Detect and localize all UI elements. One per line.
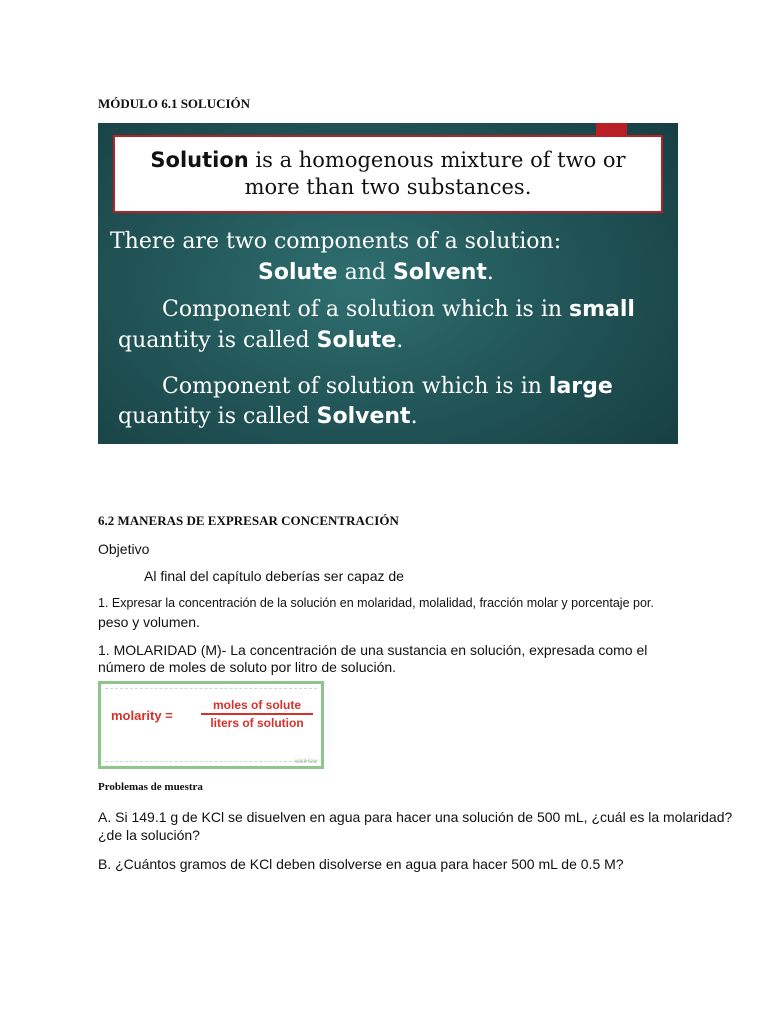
slide-line-small: Component of a solution which is in small	[162, 297, 635, 322]
formula-numerator: moles of solute	[212, 698, 301, 712]
problem-a-line-2: ¿de la solución?	[98, 827, 200, 843]
slide-accent-mark	[596, 123, 627, 135]
section-title-concentracion: 6.2 MANERAS DE EXPRESAR CONCENTRACIÓN	[98, 513, 399, 528]
objetivo-label: Objetivo	[98, 541, 150, 557]
molaridad-line-1: 1. MOLARIDAD (M)- La concentración de una sustancia en solución, expresada como el	[98, 642, 648, 658]
slide-line-components: There are two components of a solution:	[110, 229, 562, 254]
problems-title: Problemas de muestra	[98, 781, 203, 793]
problem-b: B. ¿Cuántos gramos de KCl deben disolverse en agua para hacer 500 mL de 0.5 M?	[98, 856, 624, 872]
definition-line-1: Solution is a homogenous mixture of two or	[150, 148, 626, 172]
slide-line-solute-solvent: Solute and Solvent.	[258, 260, 494, 285]
molaridad-line-2: número de moles de soluto por litro de solución.	[98, 659, 397, 675]
formula-label: molarity =	[111, 708, 173, 723]
formula-watermark: wikiHow	[294, 759, 317, 765]
solution-slide-image	[98, 123, 678, 444]
definition-line-2: more than two substances.	[244, 175, 532, 199]
slide-line-solvent-def: quantity is called Solvent.	[118, 404, 418, 429]
fraction-bar	[201, 713, 313, 715]
problem-a-line-1: A. Si 149.1 g de KCl se disuelven en agua para hacer una solución de 500 mL, ¿cuál es la molaridad?	[98, 809, 733, 825]
slide-line-large: Component of solution which is in large	[162, 374, 613, 399]
objetivo-item-line-2: peso y volumen.	[98, 614, 200, 630]
objetivo-item-line-1: 1. Expresar la concentración de la solución en molaridad, molalidad, fracción molar y porcentaje por.	[98, 596, 654, 610]
formula-fraction	[201, 698, 313, 730]
molarity-formula-image	[98, 681, 324, 769]
definition-box	[113, 135, 663, 213]
formula-denominator: liters of solution	[210, 716, 304, 730]
slide-line-solute-def: quantity is called Solute.	[118, 328, 404, 353]
objetivo-text: Al final del capítulo deberías ser capaz de	[144, 568, 404, 584]
section-title-modulo: MÓDULO 6.1 SOLUCIÓN	[98, 96, 251, 111]
